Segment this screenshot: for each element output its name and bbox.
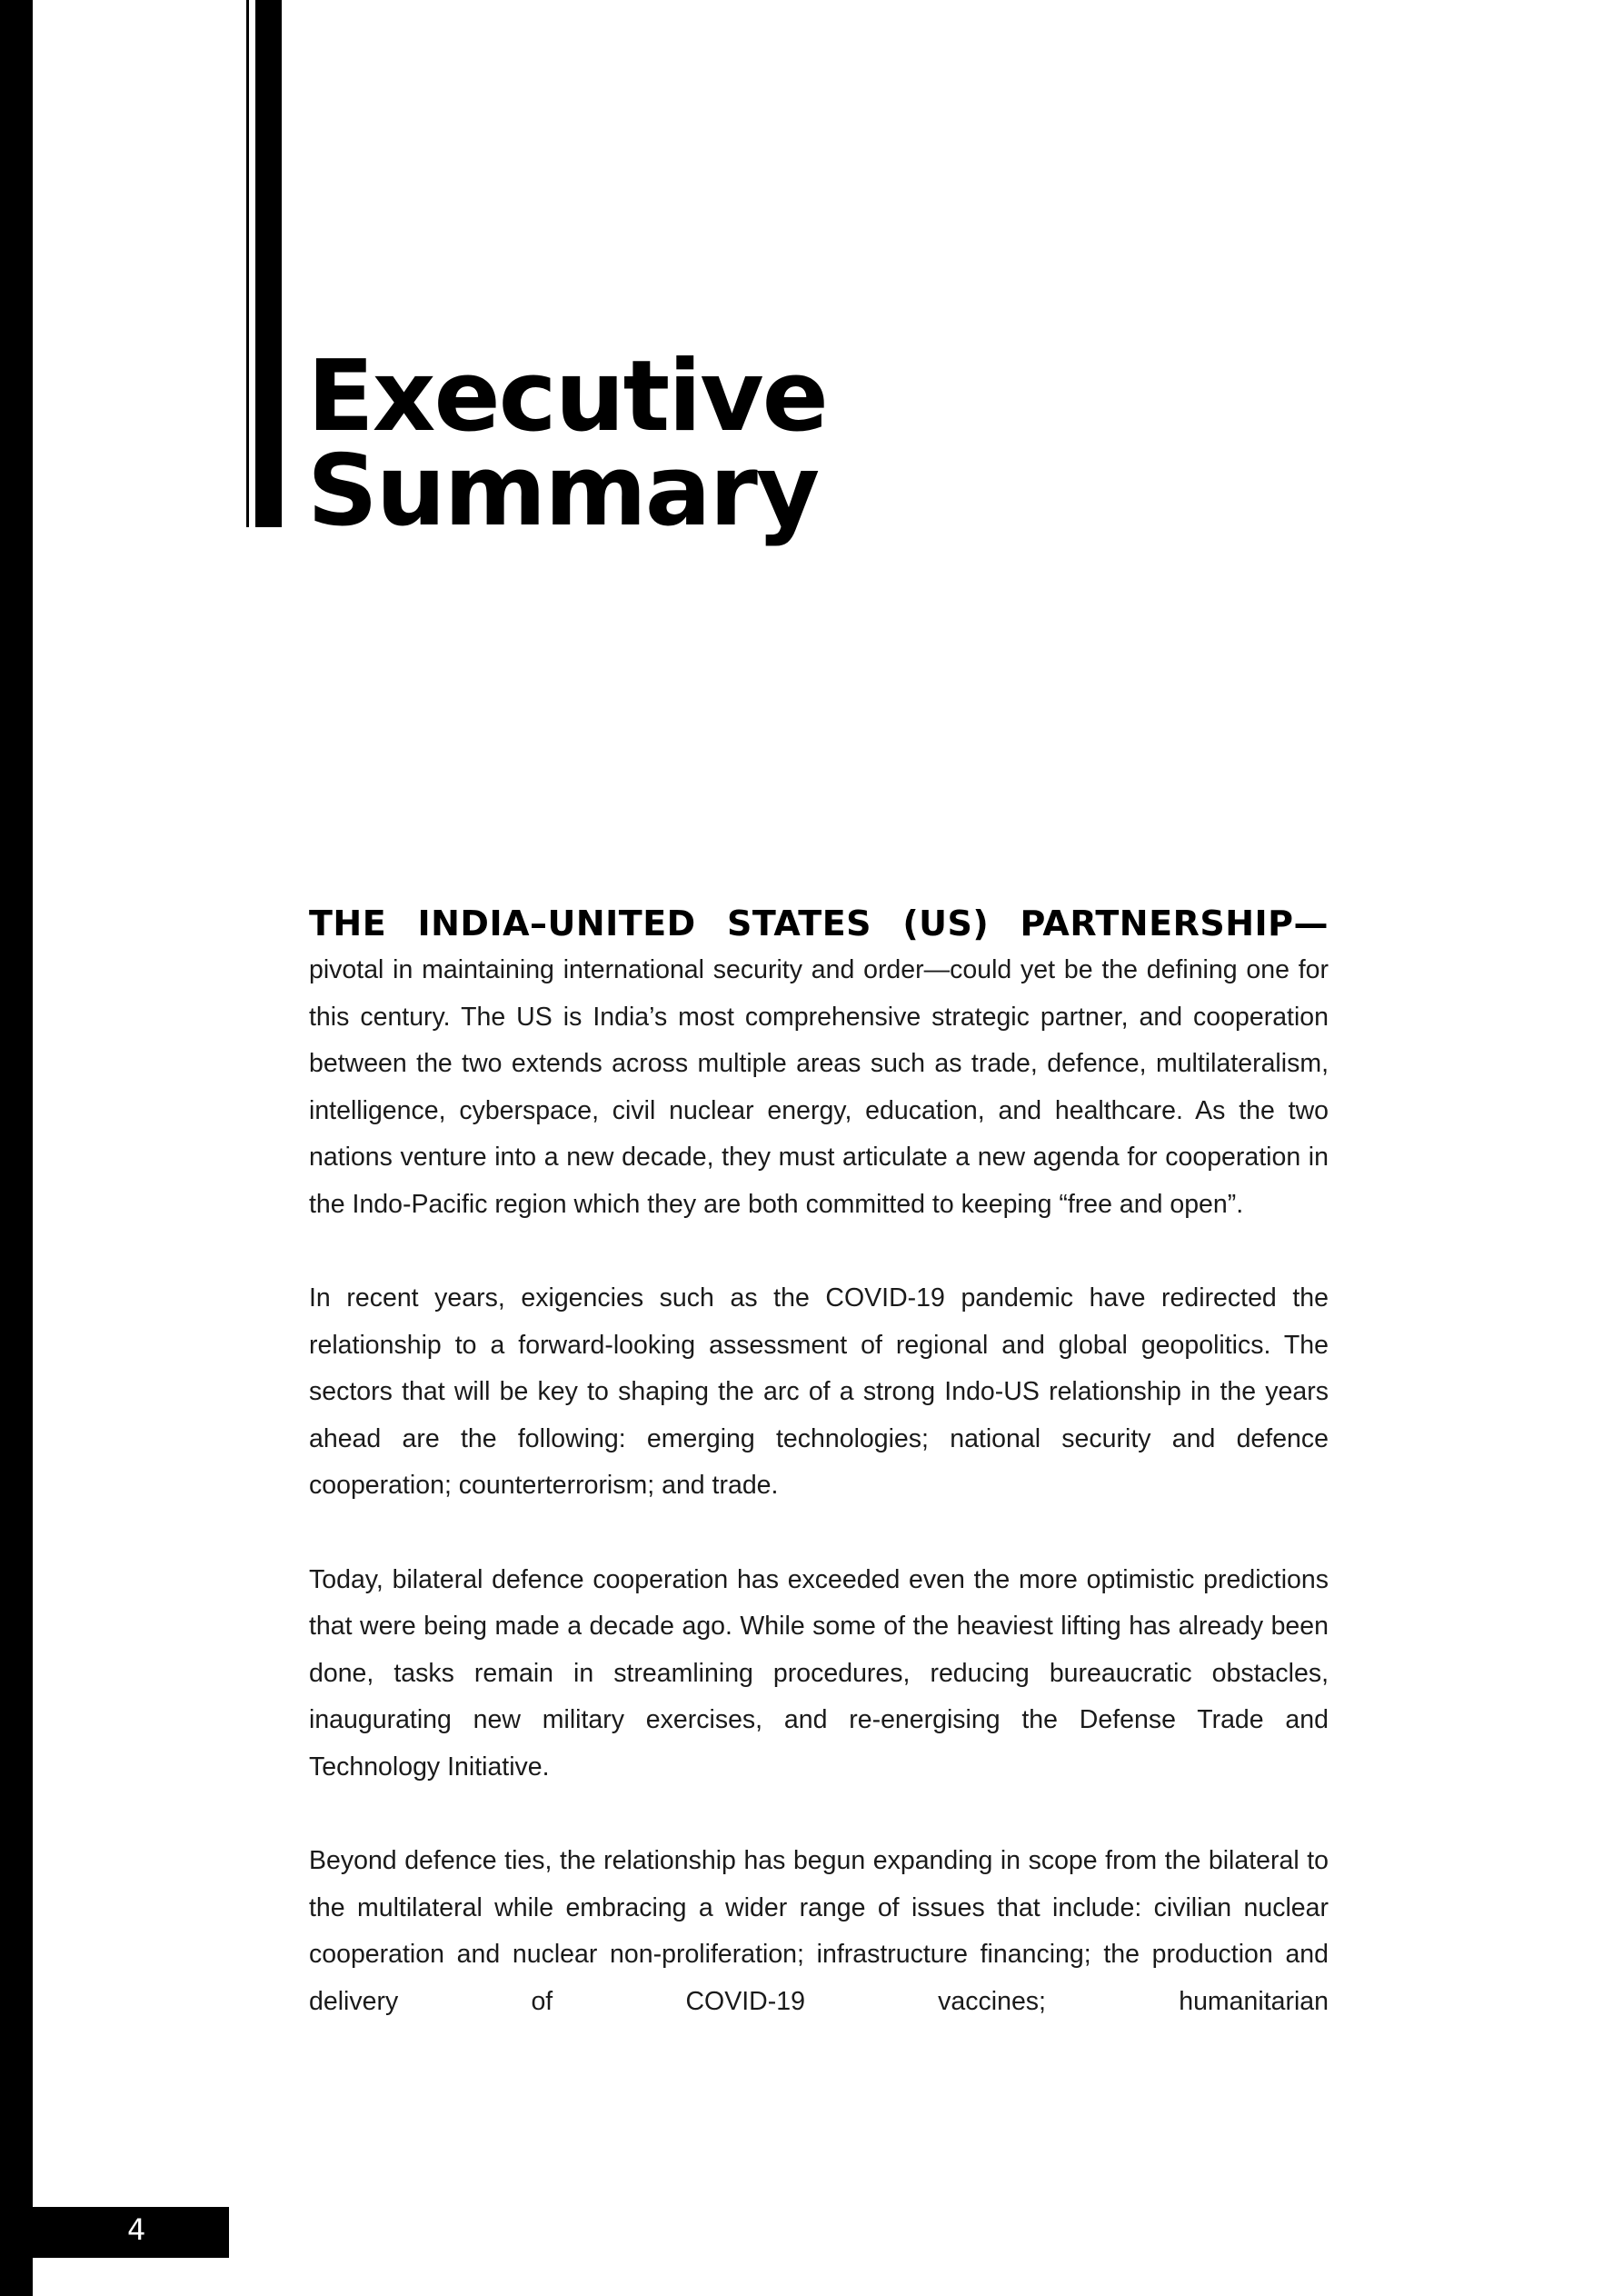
page-title-line-1: Executive (307, 340, 827, 454)
page-title-line-2: Summary (307, 434, 819, 548)
page-number: 4 (127, 2212, 146, 2247)
paragraph-2: In recent years, exigencies such as the COVID-19 pandemic have redirected the relationship to a forward-looking assessment of regional and global geopolitics. The sectors that will be key to shaping the arc of a strong Indo-US relationship in the years ahead are the following: emerging technologies; national security and defence cooperation; counterterrorism; and trade. (309, 1283, 1329, 1500)
body-content (309, 900, 1329, 2072)
title-accent-thick-bar (255, 0, 282, 527)
paragraph-1: pivotal in maintaining international security and order—could yet be the defining one for this century. The US is India’s most comprehensive strategic partner, and cooperation between the two extends across multiple areas such as trade, defence, multilateralism, intelligence, cyberspace, civil nuclear energy, education, and healthcare. As the two nations venture into a new decade, they must articulate a new agenda for cooperation in the Indo-Pacific region which they are both committed to keeping “free and open”. (309, 955, 1329, 1219)
paragraph-4: Beyond defence ties, the relationship has begun expanding in scope from the bilateral to the multilateral while embracing a wider range of issues that include: civilian nuclear cooperation and nuclear non-proliferation; infrastructure financing; the production and delivery of COVID-19 vaccines; humanitarian (309, 1846, 1329, 2016)
left-margin-bar (0, 0, 33, 2296)
lead-heading: THE INDIA–UNITED STATES (US) PARTNERSHIP— (309, 903, 1329, 943)
page-title (307, 340, 827, 548)
paragraph-3: Today, bilateral defence cooperation has exceeded even the more optimistic predictions that were being made a decade ago. While some of the heaviest lifting has already been done, tasks remain in streamlining procedures, reducing bureaucratic obstacles, inaugurating new military exercises, and re-energising the Defense Trade and Technology Initiative. (309, 1564, 1329, 1782)
title-accent-thin-bar (246, 0, 249, 527)
